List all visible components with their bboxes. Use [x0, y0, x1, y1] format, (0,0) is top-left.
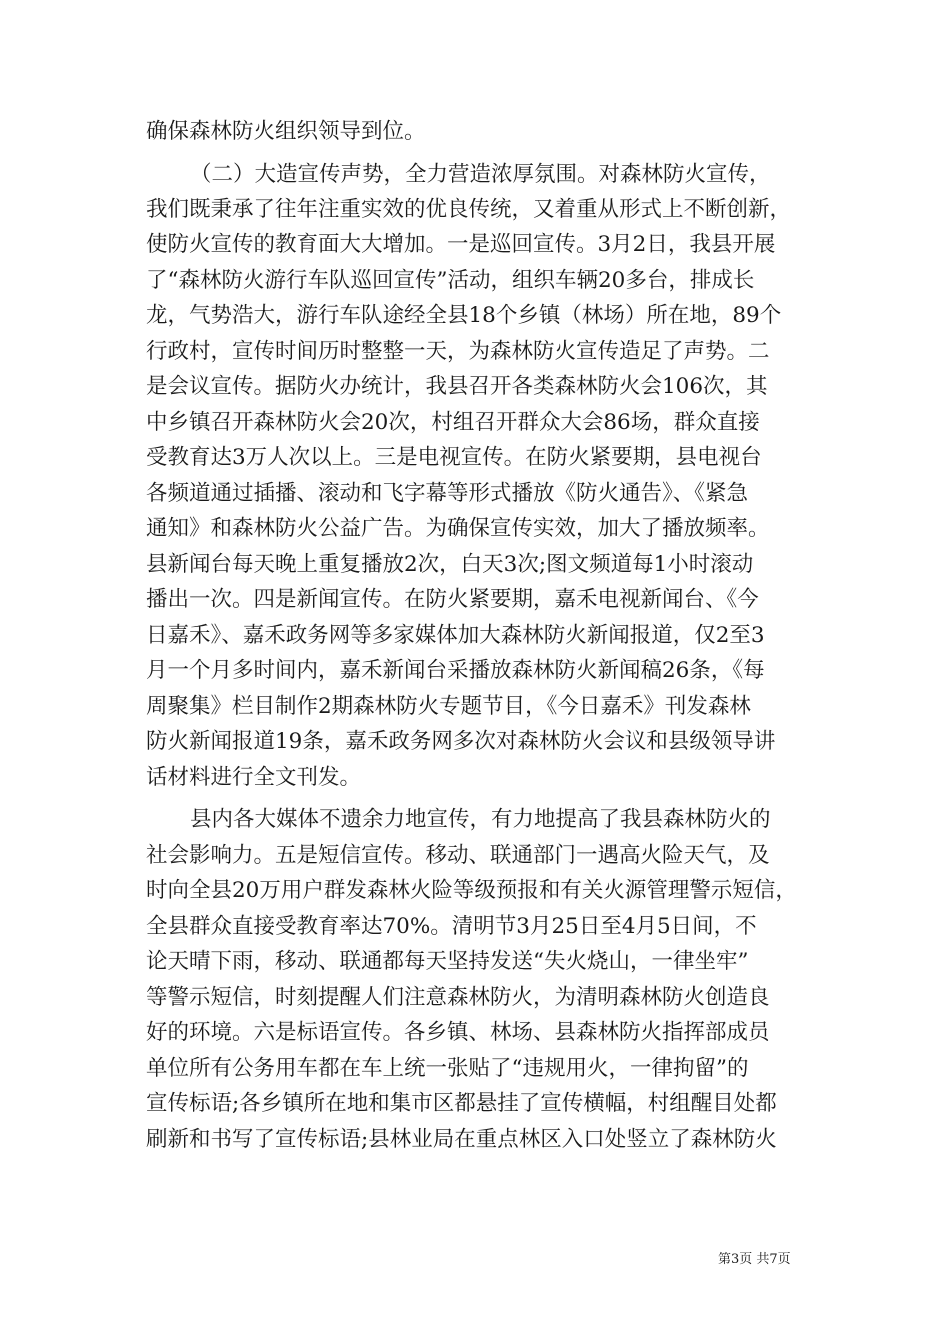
text-line: 宣传标语;各乡镇所在地和集市区都悬挂了宣传横幅，村组醒目处都 [146, 1091, 777, 1116]
text-line: 确保森林防火组织领导到位。 [146, 119, 426, 144]
text-line: （二）大造宣传声势，全力营造浓厚氛围。对森林防火宣传， [190, 162, 771, 187]
text-line: 防火新闻报道19条，嘉禾政务网多次对森林防火会议和县级领导讲 [146, 729, 776, 754]
text-line: 各频道通过插播、滚动和飞字幕等形式播放《防火通告》、《紧急 [146, 481, 749, 506]
text-line: 好的环境。六是标语宣传。各乡镇、林场、县森林防火指挥部成员 [146, 1020, 770, 1045]
text-line: 论天晴下雨，移动、联通都每天坚持发送“失火烧山，一律坐牢” [146, 949, 749, 974]
text-line: 社会影响力。五是短信宣传。移动、联通部门一遇高火险天气，及 [146, 843, 770, 868]
text-line: 了“森林防火游行车队巡回宣传”活动，组织车辆20多台，排成长 [146, 268, 755, 293]
text-line: 中乡镇召开森林防火会20次，村组召开群众大会86场，群众直接 [146, 410, 760, 435]
text-line: 行政村，宣传时间历时整整一天，为森林防火宣传造足了声势。二 [146, 339, 770, 364]
text-line: 播出一次。四是新闻宣传。在防火紧要期，嘉禾电视新闻台、《今 [146, 587, 759, 612]
text-line: 是会议宣传。据防火办统计，我县召开各类森林防火会106次，其 [146, 374, 768, 399]
text-line: 等警示短信，时刻提醒人们注意森林防火，为清明森林防火创造良 [146, 985, 770, 1010]
text-line: 单位所有公务用车都在车上统一张贴了“违规用火，一律拘留”的 [146, 1056, 749, 1081]
text-line: 刷新和书写了宣传标语;县林业局在重点林区入口处竖立了森林防火 [146, 1127, 777, 1152]
text-line: 通知》和森林防火公益广告。为确保宣传实效，加大了播放频率。 [146, 516, 770, 541]
text-line: 时向全县20万用户群发森林火险等级预报和有关火源管理警示短信， [146, 878, 797, 903]
text-line: 县内各大媒体不遗余力地宣传，有力地提高了我县森林防火的 [190, 807, 771, 832]
text-line: 全县群众直接受教育率达70%。清明节3月25日至4月5日间，不 [146, 914, 757, 939]
text-line: 龙，气势浩大，游行车队途经全县18个乡镇（林场）所在地，89个 [146, 303, 782, 328]
text-line: 我们既秉承了往年注重实效的优良传统，又着重从形式上不断创新， [146, 197, 792, 222]
text-line: 受教育达3万人次以上。三是电视宣传。在防火紧要期，县电视台 [146, 445, 762, 470]
text-line: 日嘉禾》、嘉禾政务网等多家媒体加大森林防火新闻报道，仅2至3 [146, 623, 765, 648]
text-line: 县新闻台每天晚上重复播放2次，白天3次;图文频道每1小时滚动 [146, 552, 754, 577]
text-line: 月一个月多时间内，嘉禾新闻台采播放森林防火新闻稿26条，《每 [146, 658, 765, 683]
text-line: 话材料进行全文刊发。 [146, 765, 362, 790]
text-line: 周聚集》栏目制作2期森林防火专题节目，《今日嘉禾》刊发森林 [146, 694, 751, 719]
page-number: 第3页 共7页 [718, 1252, 791, 1267]
text-line: 使防火宣传的教育面大大增加。一是巡回宣传。3月2日，我县开展 [146, 232, 776, 257]
